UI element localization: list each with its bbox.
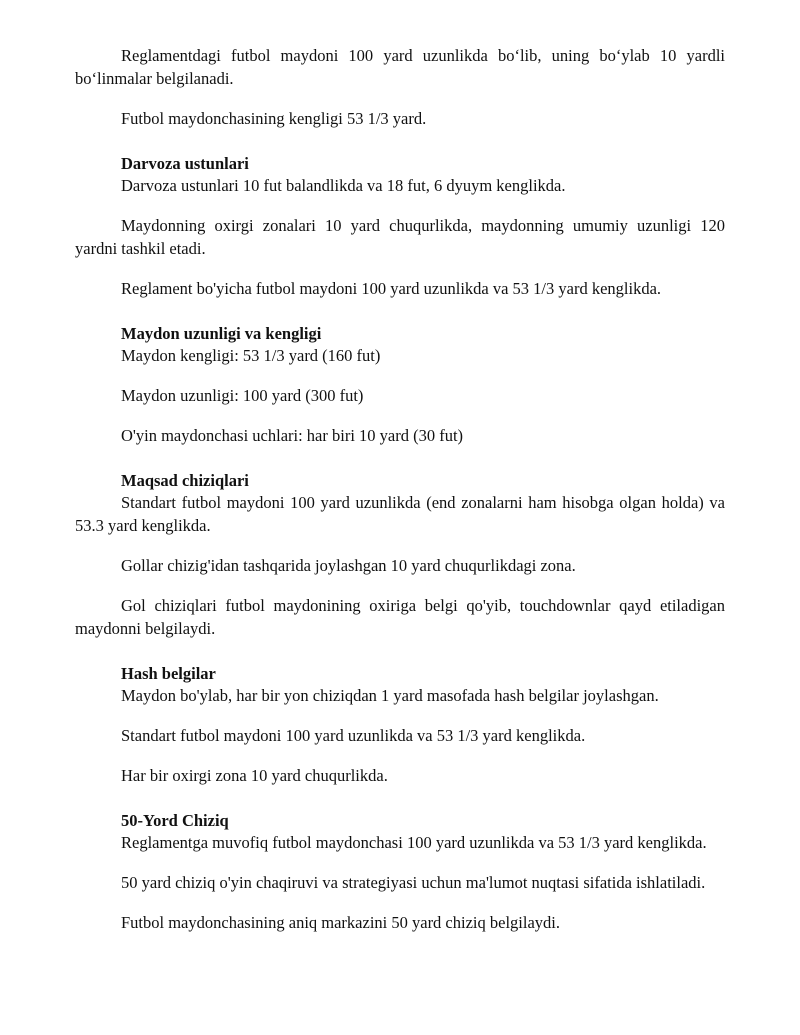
section-paragraph: Standart futbol maydoni 100 yard uzunlikda va 53 1/3 yard kenglikda. [121, 726, 586, 745]
section-paragraph: Maydon uzunligi: 100 yard (300 fut) [121, 386, 364, 405]
section-heading: Hash belgilar [121, 664, 216, 683]
section-heading: Maqsad chiziqlari [121, 471, 249, 490]
document-page [75, 44, 725, 951]
section-paragraph: Reglament bo'yicha futbol maydoni 100 yard uzunlikda va 53 1/3 yard kenglikda. [121, 279, 662, 298]
section-goal-lines [75, 471, 725, 640]
section-heading: Darvoza ustunlari [121, 154, 249, 173]
intro-paragraph: Reglamentdagi futbol maydoni 100 yard uzunlikda bo‘lib, uning bo‘ylab 10 yardli bo‘linmalar belgilanadi. [75, 46, 725, 88]
section-paragraph: Gol chiziqlari futbol maydonining oxiriga belgi qo'yib, touchdownlar qayd etiladigan maydonni belgilaydi. [75, 596, 725, 638]
section-paragraph: O'yin maydonchasi uchlari: har biri 10 yard (30 fut) [121, 426, 464, 445]
section-paragraph: Darvoza ustunlari 10 fut balandlikda va 18 fut, 6 dyuym kenglikda. [121, 176, 566, 195]
section-paragraph: Maydonning oxirgi zonalari 10 yard chuqurlikda, maydonning umumiy uzunligi 120 yardni tashkil etadi. [75, 216, 725, 258]
section-50-yard-line [75, 811, 725, 934]
section-heading: Maydon uzunligi va kengligi [121, 324, 322, 343]
section-hash-marks [75, 664, 725, 787]
section-goalposts [75, 154, 725, 300]
section-paragraph: Har bir oxirgi zona 10 yard chuqurlikda. [121, 766, 388, 785]
section-paragraph: Gollar chizig'idan tashqarida joylashgan 10 yard chuqurlikdagi zona. [121, 556, 576, 575]
section-paragraph: Maydon kengligi: 53 1/3 yard (160 fut) [121, 346, 381, 365]
intro-paragraph: Futbol maydonchasining kengligi 53 1/3 yard. [121, 109, 427, 128]
section-paragraph: Reglamentga muvofiq futbol maydonchasi 100 yard uzunlikda va 53 1/3 yard kenglikda. [121, 833, 707, 852]
section-field-dimensions [75, 324, 725, 447]
section-heading: 50-Yord Chiziq [121, 811, 229, 830]
section-paragraph: Standart futbol maydoni 100 yard uzunlikda (end zonalarni ham hisobga olgan holda) va 53.3 yard kenglikda. [75, 493, 725, 535]
section-paragraph: Maydon bo'ylab, har bir yon chiziqdan 1 yard masofada hash belgilar joylashgan. [121, 686, 659, 705]
section-paragraph: Futbol maydonchasining aniq markazini 50 yard chiziq belgilaydi. [121, 913, 560, 932]
section-paragraph: 50 yard chiziq o'yin chaqiruvi va strategiyasi uchun ma'lumot nuqtasi sifatida ishlatiladi. [121, 873, 706, 892]
